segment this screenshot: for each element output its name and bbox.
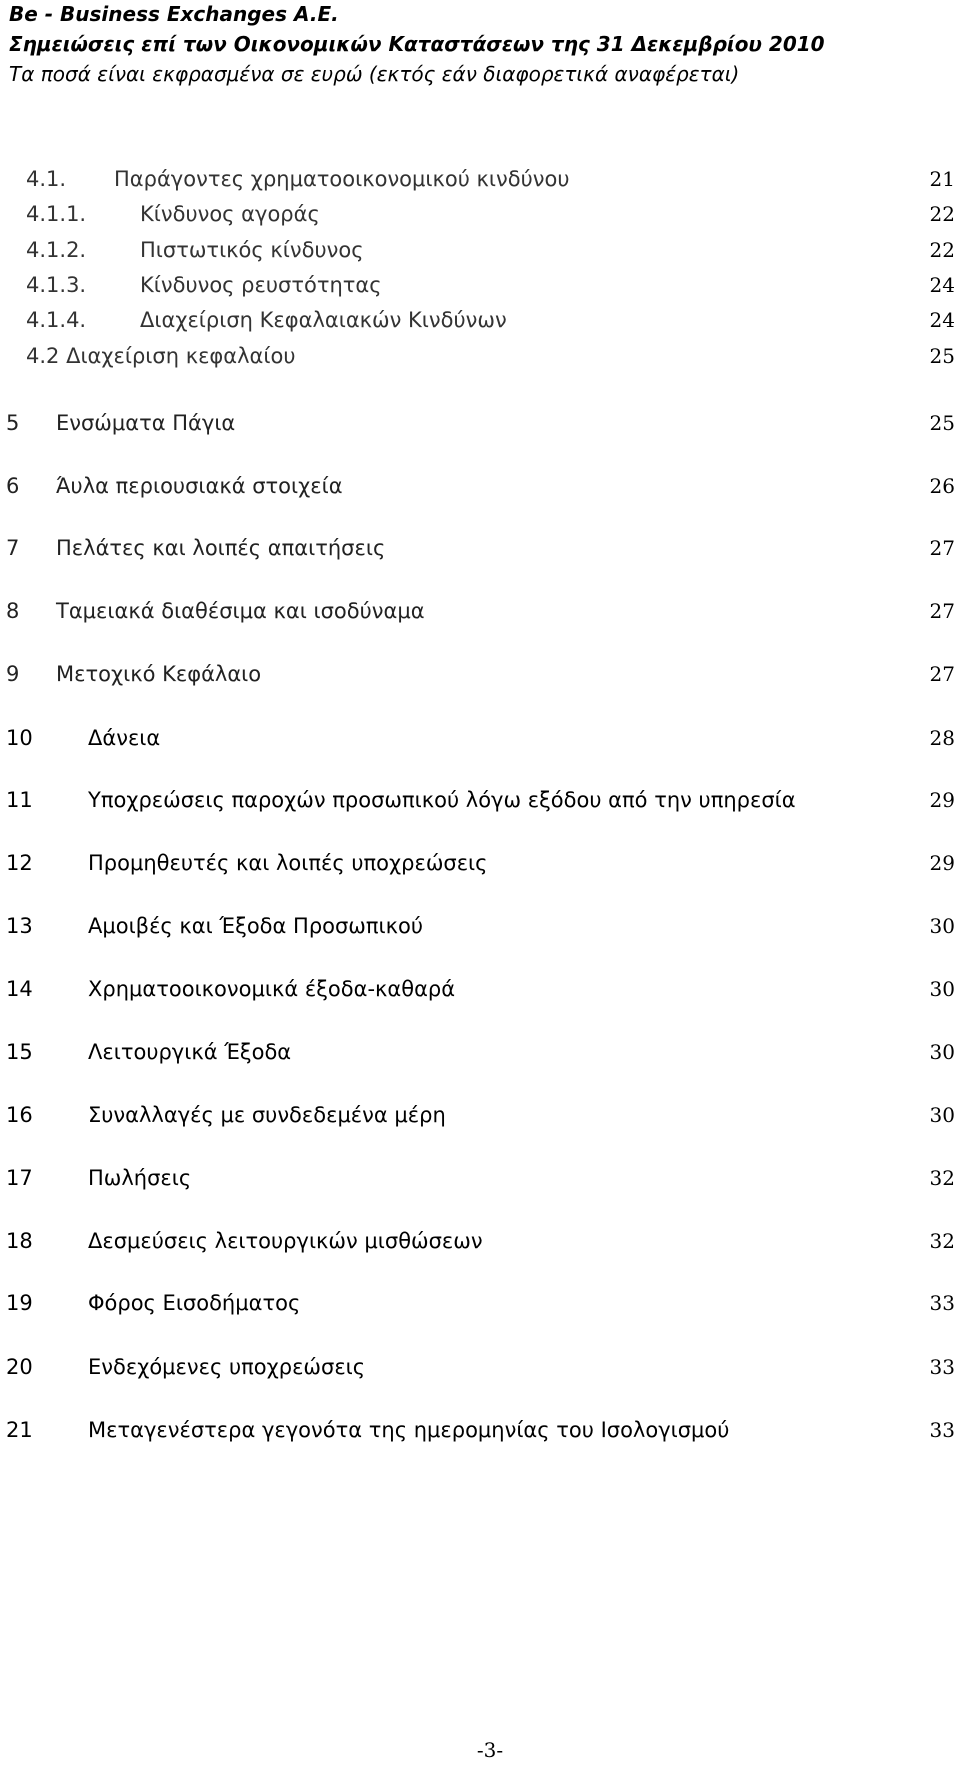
toc-entry-18[interactable] (0, 1226, 955, 1256)
toc-entry-4-1-2[interactable] (0, 235, 955, 265)
toc-entry-number: 4.1.1. (26, 202, 87, 226)
toc-entry-label: Πωλήσεις (88, 1166, 192, 1190)
toc-entry-12[interactable] (0, 848, 955, 878)
toc-entry-number: 9 (6, 662, 20, 686)
toc-entry-number: 4.1.4. (26, 308, 87, 332)
toc-entry-21[interactable] (0, 1415, 955, 1445)
toc-entry-label: Μετοχικό Κεφάλαιο (56, 662, 262, 686)
toc-entry-page: 22 (929, 238, 955, 262)
toc-entry-10[interactable] (0, 723, 955, 753)
toc-entry-8[interactable] (0, 596, 955, 626)
toc-entry-19[interactable] (0, 1288, 955, 1318)
company-name: Be - Business Exchanges A.E. (9, 2, 339, 26)
toc-entry-page: 29 (929, 851, 955, 875)
toc-entry-number: 4.1.3. (26, 273, 87, 297)
page-number: -3- (476, 1738, 504, 1762)
toc-entry-label: 4.2 Διαχείριση κεφαλαίου (26, 344, 296, 368)
toc-entry-page: 33 (929, 1291, 955, 1315)
toc-entry-page: 29 (929, 788, 955, 812)
toc-entry-4-1-4[interactable] (0, 305, 955, 335)
toc-entry-number: 4.1. (26, 167, 67, 191)
toc-entry-label: Δάνεια (88, 726, 161, 750)
toc-entry-page: 32 (929, 1229, 955, 1253)
toc-entry-label: Υποχρεώσεις παροχών προσωπικού λόγω εξόδου από την υπηρεσία (88, 788, 796, 812)
toc-entry-number: 12 (6, 851, 33, 875)
toc-entry-page: 27 (929, 599, 955, 623)
toc-entry-page: 26 (929, 474, 955, 498)
toc-entry-number: 7 (6, 536, 20, 560)
toc-entry-number: 6 (6, 474, 20, 498)
toc-entry-number: 8 (6, 599, 20, 623)
toc-entry-14[interactable] (0, 974, 955, 1004)
toc-entry-page: 25 (929, 411, 955, 435)
toc-entry-page: 30 (929, 1040, 955, 1064)
toc-entry-20[interactable] (0, 1352, 955, 1382)
toc-entry-number: 18 (6, 1229, 33, 1253)
document-title: Σημειώσεις επί των Οικονομικών Καταστάσεων της 31 Δεκεμβρίου 2010 (9, 32, 825, 56)
toc-entry-label: Φόρος Εισοδήματος (88, 1291, 301, 1315)
toc-entry-page: 30 (929, 914, 955, 938)
toc-entry-number: 14 (6, 977, 33, 1001)
toc-entry-label: Αμοιβές και Έξοδα Προσωπικού (88, 914, 424, 938)
toc-entry-number: 10 (6, 726, 33, 750)
toc-entry-number: 5 (6, 411, 20, 435)
toc-entry-17[interactable] (0, 1163, 955, 1193)
toc-entry-label: Προμηθευτές και λοιπές υποχρεώσεις (88, 851, 488, 875)
toc-entry-5[interactable] (0, 408, 955, 438)
toc-entry-label: Πελάτες και λοιπές απαιτήσεις (56, 536, 386, 560)
toc-entry-label: Χρηματοοικονομικά έξοδα-καθαρά (88, 977, 456, 1001)
toc-entry-number: 21 (6, 1418, 33, 1442)
toc-entry-page: 21 (929, 167, 955, 191)
toc-entry-label: Συναλλαγές με συνδεδεμένα μέρη (88, 1103, 446, 1127)
toc-entry-label: Άυλα περιουσιακά στοιχεία (56, 474, 343, 498)
toc-entry-page: 27 (929, 662, 955, 686)
toc-entry-page: 24 (929, 308, 955, 332)
toc-entry-4-1-3[interactable] (0, 270, 955, 300)
toc-entry-label: Ενσώματα Πάγια (56, 411, 236, 435)
toc-entry-number: 16 (6, 1103, 33, 1127)
toc-entry-4-2[interactable] (0, 341, 955, 371)
toc-entry-page: 30 (929, 1103, 955, 1127)
toc-entry-page: 27 (929, 536, 955, 560)
toc-entry-label: Ενδεχόμενες υποχρεώσεις (88, 1355, 366, 1379)
toc-entry-6[interactable] (0, 471, 955, 501)
toc-entry-number: 19 (6, 1291, 33, 1315)
toc-entry-number: 4.1.2. (26, 238, 87, 262)
toc-entry-label: Παράγοντες χρηματοοικονομικού κινδύνου (114, 167, 570, 191)
toc-entry-4-1-1[interactable] (0, 199, 955, 229)
toc-entry-number: 20 (6, 1355, 33, 1379)
toc-entry-label: Ταμειακά διαθέσιμα και ισοδύναμα (56, 599, 425, 623)
toc-entry-4-1[interactable] (0, 164, 955, 194)
toc-entry-label: Μεταγενέστερα γεγονότα της ημερομηνίας του Ισολογισμού (88, 1418, 730, 1442)
toc-entry-label: Κίνδυνος αγοράς (140, 202, 320, 226)
toc-entry-page: 25 (929, 344, 955, 368)
toc-entry-number: 13 (6, 914, 33, 938)
toc-entry-label: Πιστωτικός κίνδυνος (140, 238, 364, 262)
toc-entry-9[interactable] (0, 659, 955, 689)
toc-entry-page: 33 (929, 1355, 955, 1379)
toc-entry-label: Διαχείριση Κεφαλαιακών Κινδύνων (140, 308, 507, 332)
toc-entry-page: 22 (929, 202, 955, 226)
toc-entry-7[interactable] (0, 533, 955, 563)
toc-entry-page: 33 (929, 1418, 955, 1442)
toc-entry-11[interactable] (0, 785, 955, 815)
toc-entry-number: 11 (6, 788, 33, 812)
toc-entry-page: 32 (929, 1166, 955, 1190)
toc-entry-16[interactable] (0, 1100, 955, 1130)
toc-entry-label: Δεσμεύσεις λειτουργικών μισθώσεων (88, 1229, 483, 1253)
toc-entry-page: 24 (929, 273, 955, 297)
toc-entry-13[interactable] (0, 911, 955, 941)
toc-entry-label: Λειτουργικά Έξοδα (88, 1040, 292, 1064)
toc-entry-label: Κίνδυνος ρευστότητας (140, 273, 382, 297)
toc-entry-number: 17 (6, 1166, 33, 1190)
toc-entry-number: 15 (6, 1040, 33, 1064)
toc-entry-page: 30 (929, 977, 955, 1001)
toc-entry-15[interactable] (0, 1037, 955, 1067)
toc-entry-page: 28 (929, 726, 955, 750)
currency-note: Τα ποσά είναι εκφρασμένα σε ευρώ (εκτός εάν διαφορετικά αναφέρεται) (9, 62, 740, 86)
